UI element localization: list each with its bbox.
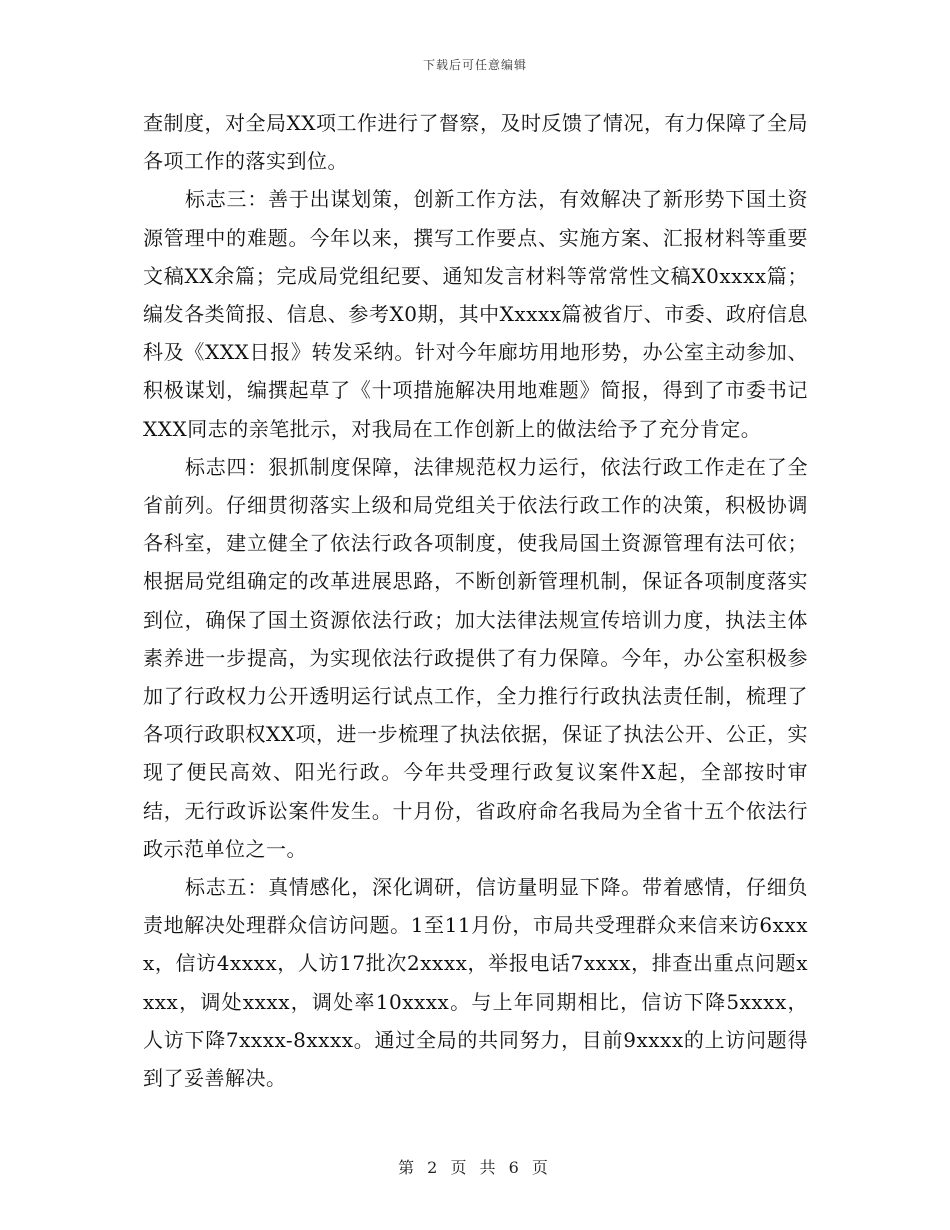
paragraph-sign-five: 标志五：真情感化，深化调研，信访量明显下降。带着感情，仔细负责地解决处理群众信访问题。1至11月份，市局共受理群众来信来访6xxxx，信访4xxxx，人访17批次2xxxx，举报电话7xxxx，排查出重点问题xxxx，调处xxxx，调处率10xxxx。与上年同期相比，信访下降5xxxx，人访下降7xxxx-8xxxx。通过全局的共同努力，目前9xxxx的上访问题得到了妥善解决。: [143, 875, 808, 1091]
document-body: [143, 104, 808, 1097]
paragraph-sign-three: 标志三：善于出谋划策，创新工作方法，有效解决了新形势下国土资源管理中的难题。今年以来，撰写工作要点、实施方案、汇报材料等重要文稿XX余篇；完成局党组纪要、通知发言材料等常常性文稿X0xxxx篇；编发各类简报、信息、参考X0期，其中Xxxxx篇被省厅、市委、政府信息科及《XXX日报》转发采纳。针对今年廊坊用地形势，办公室主动参加、积极谋划，编撰起草了《十项措施解决用地难题》简报，得到了市委书记XXX同志的亲笔批示，对我局在工作创新上的做法给予了充分肯定。: [143, 187, 808, 441]
page-number-footer: 第 2 页 共 6 页: [398, 1158, 552, 1177]
paragraph-continuation: 查制度，对全局XX项工作进行了督察，及时反馈了情况，有力保障了全局各项工作的落实到位。: [143, 111, 808, 174]
page-header-note: 下载后可任意编辑: [422, 58, 527, 72]
paragraph-sign-four: 标志四：狠抓制度保障，法律规范权力运行，依法行政工作走在了全省前列。仔细贯彻落实上级和局党组关于依法行政工作的决策，积极协调各科室，建立健全了依法行政各项制度，使我局国土资源管理有法可依；根据局党组确定的改革进展思路，不断创新管理机制，保证各项制度落实到位，确保了国土资源依法行政；加大法律法规宣传培训力度，执法主体素养进一步提高，为实现依法行政提供了有力保障。今年，办公室积极参加了行政权力公开透明运行试点工作，全力推行行政执法责任制，梳理了各项行政职权XX项，进一步梳理了执法依据，保证了执法公开、公正，实现了便民高效、阳光行政。今年共受理行政复议案件X起，全部按时审结，无行政诉讼案件发生。十月份，省政府命名我局为全省十五个依法行政示范单位之一。: [143, 454, 808, 861]
